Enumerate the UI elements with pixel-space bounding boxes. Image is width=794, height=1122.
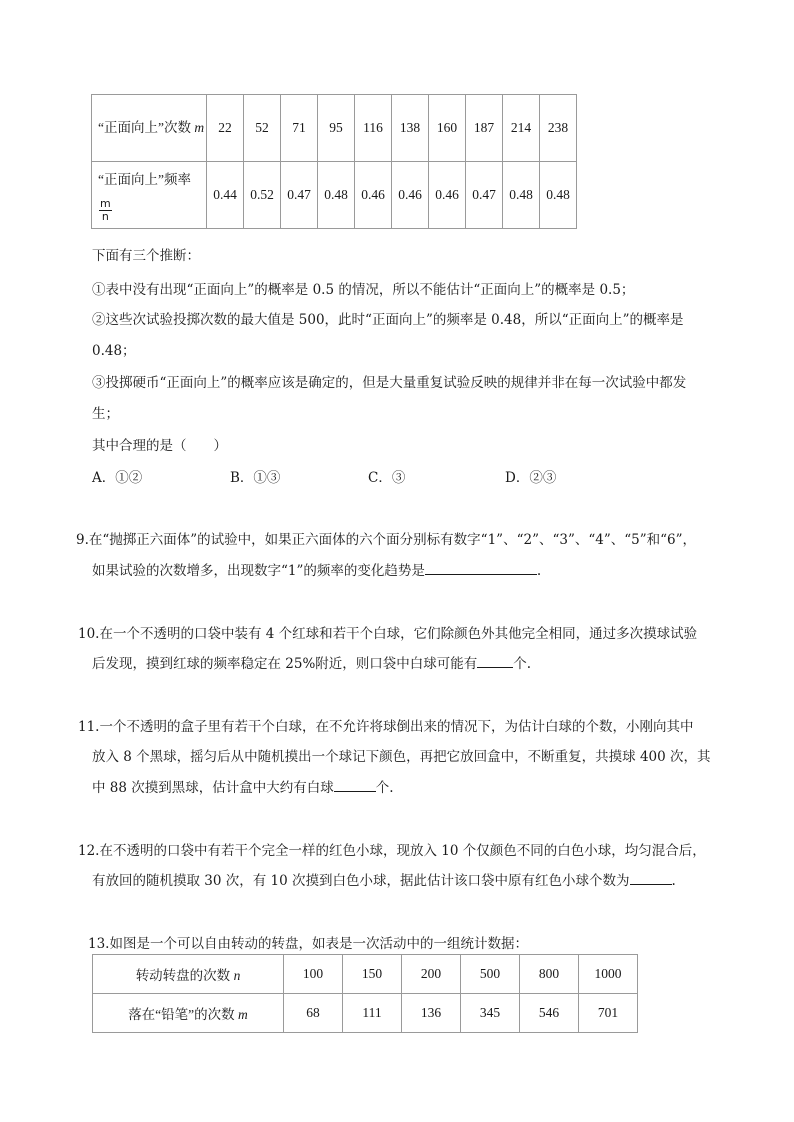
- answer-blank[interactable]: [477, 655, 513, 668]
- row-header: [92, 95, 207, 162]
- q8-inference-2-cont: 0.48；: [92, 343, 136, 359]
- table-cell: 0.48: [540, 162, 577, 229]
- q8-inference-2: ②这些次试验投掷次数的最大值是 500，此时“正面向上”的频率是 0.48，所以“正面向上”的概率是: [92, 312, 684, 328]
- table-cell: 95: [318, 95, 355, 162]
- variable-m: m: [238, 1007, 248, 1022]
- q10-line-2: [92, 652, 531, 672]
- q9-line-2: [92, 559, 541, 579]
- q10-line-1: 10.在一个不透明的口袋中装有 4 个红球和若干个白球，它们除颜色外其他完全相同，通过多次摸球试验: [78, 626, 698, 642]
- option-c[interactable]: C．③: [368, 470, 406, 486]
- header-text: 落在“铅笔”的次数: [128, 1007, 235, 1022]
- variable-m: m: [194, 120, 205, 135]
- q8-inference-3: ③投掷硬币“正面向上”的概率应该是确定的，但是大量重复试验反映的规律并非在每一次试验中都发: [92, 375, 687, 391]
- table-cell: 116: [355, 95, 392, 162]
- table-cell: 0.46: [392, 162, 429, 229]
- header-text: 转动转盘的次数: [135, 968, 231, 983]
- option-d[interactable]: D．②③: [505, 470, 557, 486]
- variable-n: n: [233, 968, 241, 983]
- table-cell: 52: [244, 95, 281, 162]
- q8-intro: 下面有三个推断：: [92, 248, 200, 264]
- q11-line-1: 11.一个不透明的盒子里有若干个白球，在不允许将球倒出来的情况下，为估计白球的个数，小刚向其中: [78, 719, 694, 735]
- table-cell: 0.46: [429, 162, 466, 229]
- table-cell: 22: [207, 95, 244, 162]
- q11-end: 个.: [375, 780, 394, 796]
- q10-text: 后发现，摸到红球的频率稳定在 25%附近，则口袋中白球可能有: [92, 656, 478, 672]
- table-cell: 546: [520, 994, 579, 1033]
- q8-inference-1: ①表中没有出现“正面向上”的概率是 0.5 的情况，所以不能估计“正面向上”的概率是 0.5；: [92, 282, 635, 298]
- q11-line-3: [92, 776, 394, 796]
- table-cell: 100: [284, 955, 343, 994]
- q11-text: 中 88 次摸到黑球，估计盒中大约有白球: [92, 780, 334, 796]
- table-row: [92, 162, 577, 229]
- q9-line-1: 9.在“抛掷正六面体”的试验中，如果正六面体的六个面分别标有数字“1”、“2”、“3”、“4”、“5”和“6”，: [76, 532, 697, 548]
- header-text: “正面向上”次数: [98, 120, 191, 135]
- fraction-m-over-n: [99, 198, 112, 223]
- row-header: [92, 162, 207, 229]
- q13-line-1: 13.如图是一个可以自由转动的转盘，如表是一次活动中的一组统计数据：: [88, 936, 528, 952]
- table-cell: 111: [343, 994, 402, 1033]
- table-cell: 138: [392, 95, 429, 162]
- table-cell: 0.47: [466, 162, 503, 229]
- q12-text: 有放回的随机摸取 30 次，有 10 次摸到白色小球，据此估计该口袋中原有红色小球个数为: [92, 873, 630, 889]
- fraction-denominator: n: [101, 210, 109, 224]
- table-cell: 0.44: [207, 162, 244, 229]
- answer-blank[interactable]: [425, 562, 537, 575]
- q12-line-2: [92, 869, 676, 889]
- row-header: [93, 994, 284, 1033]
- table-cell: 0.46: [355, 162, 392, 229]
- fraction-numerator: m: [100, 197, 111, 211]
- table-cell: 71: [281, 95, 318, 162]
- table-cell: 160: [429, 95, 466, 162]
- table-cell: 345: [461, 994, 520, 1033]
- table-cell: 0.48: [318, 162, 355, 229]
- table-cell: 214: [503, 95, 540, 162]
- q11-line-2: 放入 8 个黑球，摇匀后从中随机摸出一个球记下颜色，再把它放回盒中，不断重复，共摸球 400 次，其: [92, 749, 711, 765]
- table-row: [93, 994, 638, 1033]
- q9-text: 如果试验的次数增多，出现数字“1”的频率的变化趋势是: [92, 563, 425, 579]
- option-b[interactable]: B．①③: [230, 470, 281, 486]
- q9-end: .: [536, 563, 542, 579]
- table-cell: 701: [579, 994, 638, 1033]
- answer-blank[interactable]: [630, 872, 672, 885]
- table-cell: 0.52: [244, 162, 281, 229]
- frequency-table: [91, 94, 577, 229]
- table-cell: 0.48: [503, 162, 540, 229]
- table-cell: 238: [540, 95, 577, 162]
- table-cell: 500: [461, 955, 520, 994]
- table-cell: 1000: [579, 955, 638, 994]
- table-cell: 0.47: [281, 162, 318, 229]
- q8-question: 其中合理的是（ ）: [92, 438, 227, 454]
- table-cell: 150: [343, 955, 402, 994]
- table-cell: 200: [402, 955, 461, 994]
- option-a[interactable]: A．①②: [92, 470, 143, 486]
- answer-blank[interactable]: [334, 779, 376, 792]
- q8-inference-3-cont: 生；: [92, 406, 119, 422]
- spinner-table: [92, 954, 638, 1033]
- q10-end: 个.: [513, 656, 532, 672]
- table-cell: 187: [466, 95, 503, 162]
- table-cell: 136: [402, 994, 461, 1033]
- table-cell: 68: [284, 994, 343, 1033]
- header-text: “正面向上”频率: [98, 172, 191, 187]
- table-row: [93, 955, 638, 994]
- q12-line-1: 12.在不透明的口袋中有若干个完全一样的红色小球，现放入 10 个仅颜色不同的白色小球，均匀混合后，: [78, 843, 706, 859]
- q12-end: .: [671, 873, 676, 889]
- table-cell: 800: [520, 955, 579, 994]
- table-row: [92, 95, 577, 162]
- row-header: [93, 955, 284, 994]
